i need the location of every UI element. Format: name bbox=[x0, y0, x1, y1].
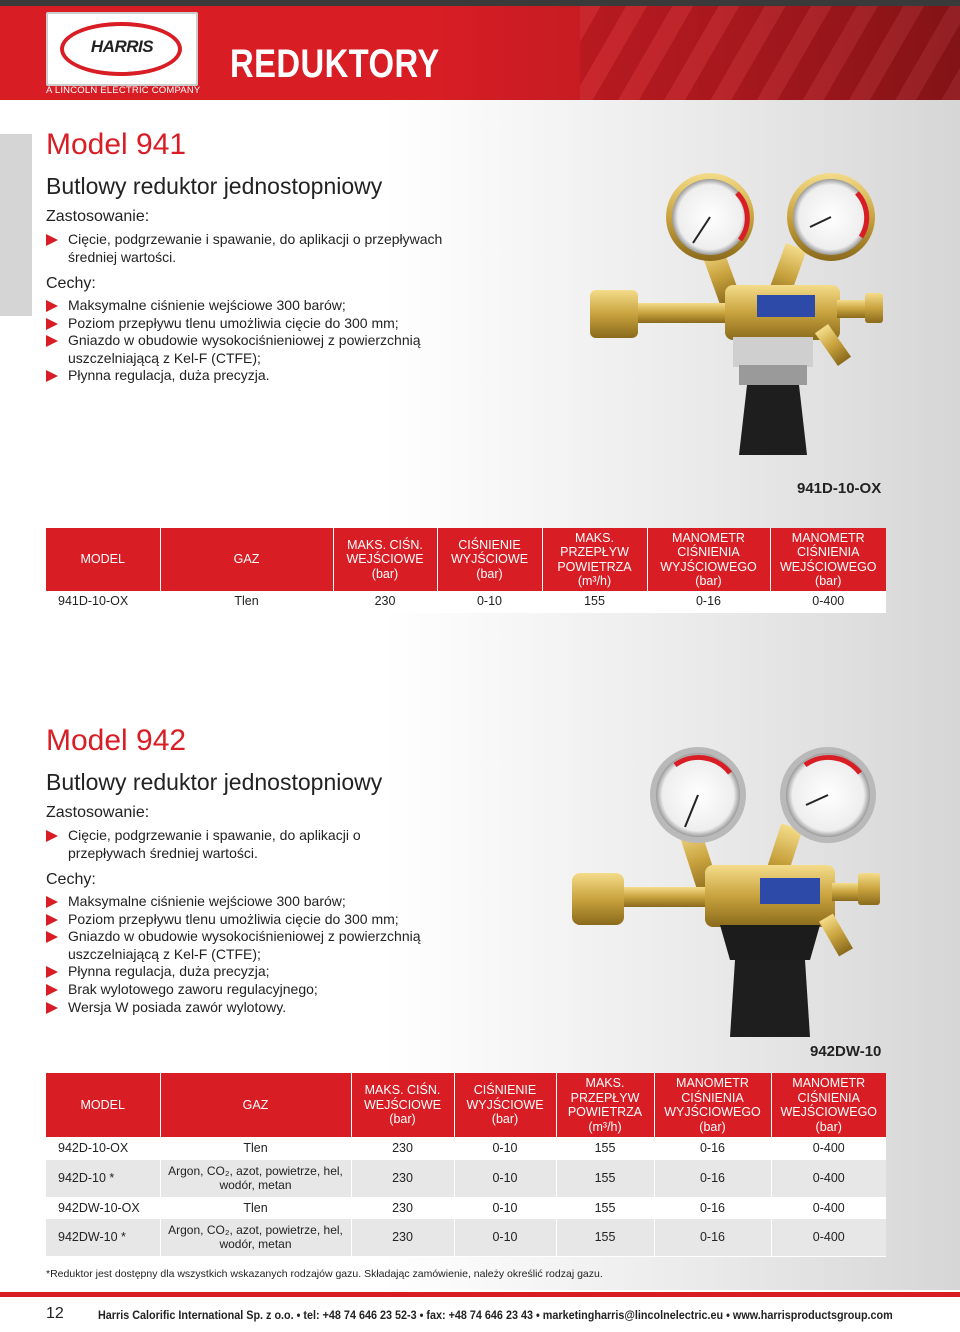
column-header: CIŚNIENIE WYJŚCIOWE (bar) bbox=[437, 528, 542, 591]
list-item: Maksymalne ciśnienie wejściowe 300 barów; bbox=[46, 893, 446, 911]
table-cell: 230 bbox=[351, 1218, 454, 1256]
table-cell: 0-16 bbox=[654, 1218, 771, 1256]
bullet-triangle-icon bbox=[46, 966, 58, 978]
table-cell: 0-10 bbox=[454, 1137, 556, 1159]
list-item: Gniazdo w obudowie wysokociśnieniowej z powierzchnią uszczelniającą z Kel-F (CTFE); bbox=[46, 332, 446, 367]
table-cell: 0-400 bbox=[771, 1218, 886, 1256]
table-cell: 0-400 bbox=[771, 1159, 886, 1197]
table-row bbox=[46, 1137, 886, 1159]
model-941-subtitle: Butlowy reduktor jednostopniowy bbox=[46, 173, 383, 199]
page-title: REDUKTORY bbox=[230, 42, 440, 86]
regulator-942-image bbox=[570, 745, 890, 1045]
list-item: Płynna regulacja, duża precyzja. bbox=[46, 367, 446, 385]
table-row bbox=[46, 1159, 886, 1197]
model-941-features-list bbox=[46, 297, 446, 385]
table-cell: 0-16 bbox=[654, 1159, 771, 1197]
table-row bbox=[46, 1197, 886, 1218]
list-item: Poziom przepływu tlenu umożliwia cięcie do 300 mm; bbox=[46, 911, 446, 929]
list-item: Cięcie, podgrzewanie i spawanie, do aplikacji o przepływach średniej wartości. bbox=[46, 231, 466, 266]
model-941-features-label: Cechy: bbox=[46, 275, 96, 292]
harris-logo bbox=[46, 12, 198, 86]
list-item: Cięcie, podgrzewanie i spawanie, do aplikacji o przepływach średniej wartości. bbox=[46, 827, 366, 862]
table-cell: 230 bbox=[333, 591, 437, 612]
side-tab bbox=[0, 134, 32, 316]
logo-subtitle: A LINCOLN ELECTRIC COMPANY bbox=[46, 85, 201, 96]
model-942-features-list bbox=[46, 893, 446, 1016]
model-942-usage-label: Zastosowanie: bbox=[46, 804, 150, 821]
model-942-product-code: 942DW-10 bbox=[810, 1043, 882, 1060]
bullet-triangle-icon bbox=[46, 370, 58, 382]
bullet-triangle-icon bbox=[46, 300, 58, 312]
logo-text: HARRIS bbox=[90, 37, 154, 56]
table-cell: Tlen bbox=[160, 1137, 351, 1159]
table-cell: 0-10 bbox=[454, 1197, 556, 1218]
table-cell: 942D-10-OX bbox=[46, 1137, 160, 1159]
table-cell: 155 bbox=[556, 1218, 654, 1256]
table-header-row bbox=[46, 528, 886, 591]
table-cell: 0-16 bbox=[654, 1137, 771, 1159]
column-header: MANOMETR CIŚNIENIA WYJŚCIOWEGO (bar) bbox=[647, 528, 770, 591]
bullet-triangle-icon bbox=[46, 984, 58, 996]
table-cell: Argon, CO₂, azot, powietrze, hel, wodór, metan bbox=[160, 1218, 351, 1256]
column-header: MANOMETR CIŚNIENIA WEJŚCIOWEGO (bar) bbox=[771, 1073, 886, 1137]
table-cell: 942D-10 * bbox=[46, 1159, 160, 1197]
column-header: MAKS. CIŚN. WEJŚCIOWE (bar) bbox=[333, 528, 437, 591]
table-cell: 0-400 bbox=[771, 1197, 886, 1218]
bullet-triangle-icon bbox=[46, 896, 58, 908]
table-header-row bbox=[46, 1073, 886, 1137]
table-row bbox=[46, 1218, 886, 1256]
table-cell: 230 bbox=[351, 1137, 454, 1159]
table-cell: 155 bbox=[556, 1137, 654, 1159]
footer-contact: Harris Calorific International Sp. z o.o. • tel: +48 74 646 23 52-3 • fax: +48 74 646 23 43 • marketingharris@lincolnelectric.eu • www.harrisproductsgroup.com bbox=[98, 1308, 893, 1322]
table-cell: 942DW-10 * bbox=[46, 1218, 160, 1256]
header-photo-texture bbox=[580, 6, 960, 100]
table-cell: 0-400 bbox=[771, 1137, 886, 1159]
table-cell: 0-10 bbox=[454, 1218, 556, 1256]
bullet-triangle-icon bbox=[46, 931, 58, 943]
table-cell: 155 bbox=[556, 1197, 654, 1218]
page-number: 12 bbox=[46, 1305, 64, 1322]
table-cell: 0-16 bbox=[654, 1197, 771, 1218]
bullet-triangle-icon bbox=[46, 335, 58, 347]
table-cell: 155 bbox=[556, 1159, 654, 1197]
model-941-usage-label: Zastosowanie: bbox=[46, 208, 150, 225]
bullet-triangle-icon bbox=[46, 914, 58, 926]
table-cell: 0-16 bbox=[647, 591, 770, 612]
column-header: MAKS. PRZEPŁYW POWIETRZA (m³/h) bbox=[556, 1073, 654, 1137]
bullet-triangle-icon bbox=[46, 318, 58, 330]
table-cell: 155 bbox=[542, 591, 647, 612]
column-header: MAKS. CIŚN. WEJŚCIOWE (bar) bbox=[351, 1073, 454, 1137]
column-header: MODEL bbox=[46, 528, 160, 591]
footnote: *Reduktor jest dostępny dla wszystkich wskazanych rodzajów gazu. Składając zamówienie, należy określić rodzaj gazu. bbox=[46, 1268, 603, 1280]
model-942-subtitle: Butlowy reduktor jednostopniowy bbox=[46, 769, 383, 795]
list-item: Brak wylotowego zaworu regulacyjnego; bbox=[46, 981, 446, 999]
table-cell: 0-10 bbox=[454, 1159, 556, 1197]
model-942-spec-table bbox=[46, 1073, 886, 1257]
bullet-triangle-icon bbox=[46, 1002, 58, 1014]
bullet-triangle-icon bbox=[46, 830, 58, 842]
footer-rule bbox=[0, 1292, 960, 1297]
list-item: Poziom przepływu tlenu umożliwia cięcie do 300 mm; bbox=[46, 315, 446, 333]
column-header: MODEL bbox=[46, 1073, 160, 1137]
page-header bbox=[0, 0, 960, 100]
model-941-usage-list bbox=[46, 231, 466, 266]
table-cell: Tlen bbox=[160, 1197, 351, 1218]
model-941-spec-table bbox=[46, 528, 886, 613]
model-941-title: Model 941 bbox=[46, 128, 187, 161]
column-header: MANOMETR CIŚNIENIA WEJŚCIOWEGO (bar) bbox=[770, 528, 886, 591]
model-942-title: Model 942 bbox=[46, 724, 187, 757]
table-cell: Tlen bbox=[160, 591, 333, 612]
column-header: CIŚNIENIE WYJŚCIOWE (bar) bbox=[454, 1073, 556, 1137]
table-cell: 941D-10-OX bbox=[46, 591, 160, 612]
table-cell: Argon, CO₂, azot, powietrze, hel, wodór, metan bbox=[160, 1159, 351, 1197]
list-item: Płynna regulacja, duża precyzja; bbox=[46, 963, 446, 981]
column-header: GAZ bbox=[160, 1073, 351, 1137]
list-item: Wersja W posiada zawór wylotowy. bbox=[46, 999, 446, 1017]
bullet-triangle-icon bbox=[46, 234, 58, 246]
model-941-product-code: 941D-10-OX bbox=[797, 480, 882, 497]
table-cell: 230 bbox=[351, 1197, 454, 1218]
column-header: GAZ bbox=[160, 528, 333, 591]
table-cell: 0-10 bbox=[437, 591, 542, 612]
model-942-usage-list bbox=[46, 827, 366, 862]
list-item: Gniazdo w obudowie wysokociśnieniowej z powierzchnią uszczelniającą z Kel-F (CTFE); bbox=[46, 928, 446, 963]
model-942-features-label: Cechy: bbox=[46, 871, 96, 888]
column-header: MAKS. PRZEPŁYW POWIETRZA (m³/h) bbox=[542, 528, 647, 591]
column-header: MANOMETR CIŚNIENIA WYJŚCIOWEGO (bar) bbox=[654, 1073, 771, 1137]
table-cell: 0-400 bbox=[770, 591, 886, 612]
list-item: Maksymalne ciśnienie wejściowe 300 barów; bbox=[46, 297, 446, 315]
table-row bbox=[46, 591, 886, 612]
table-cell: 230 bbox=[351, 1159, 454, 1197]
table-cell: 942DW-10-OX bbox=[46, 1197, 160, 1218]
regulator-941-image bbox=[585, 165, 895, 465]
